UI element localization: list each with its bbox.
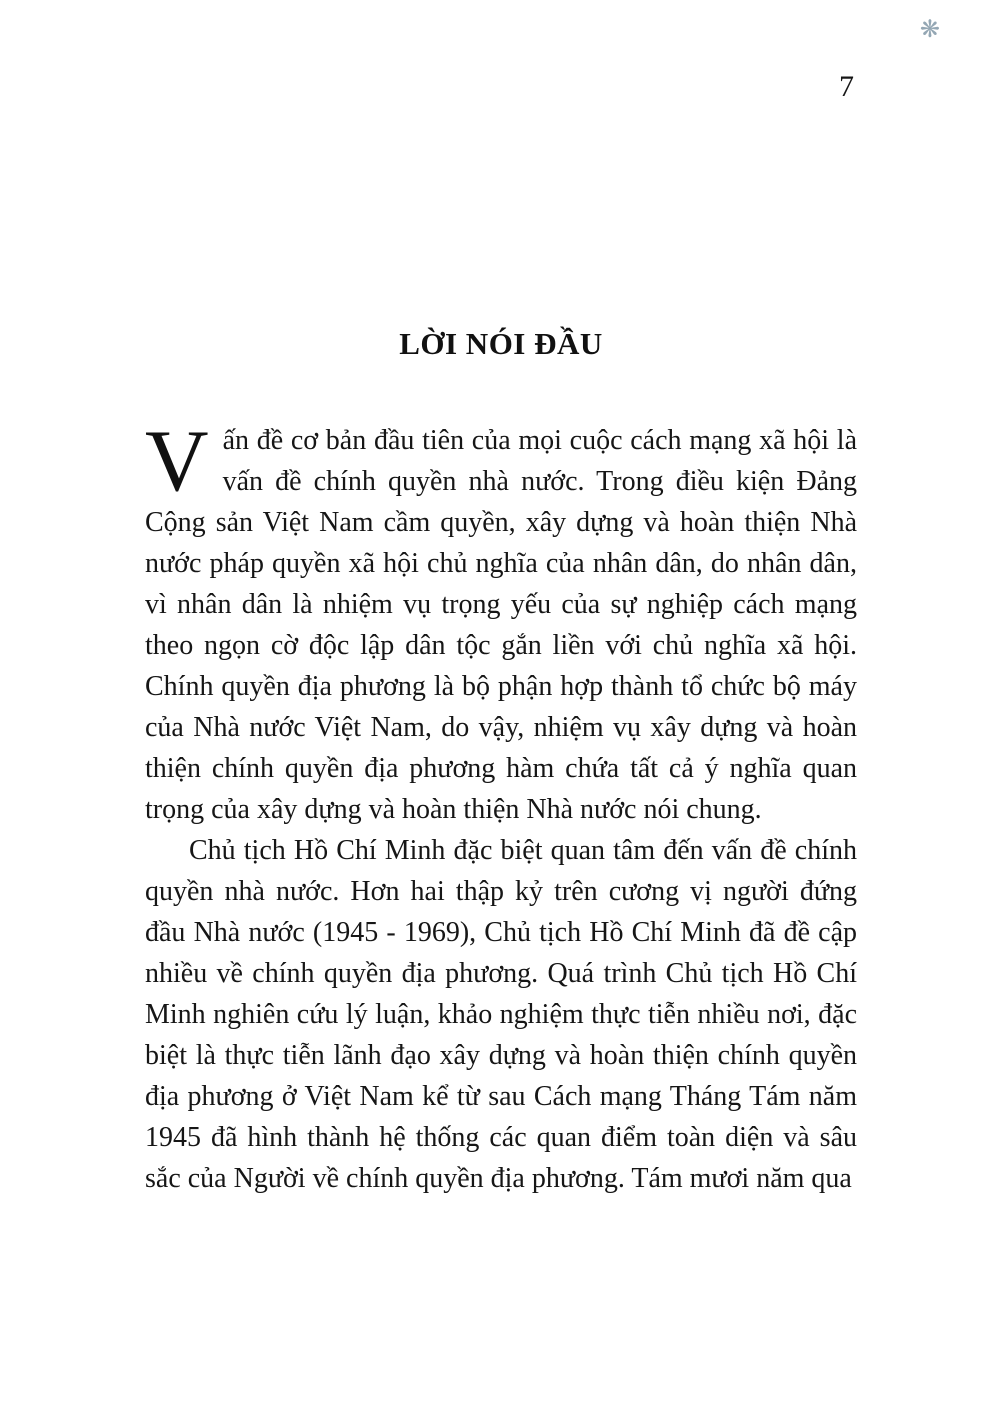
flower-ornament-icon: ❋ — [919, 17, 940, 43]
paragraph-second-text: Chủ tịch Hồ Chí Minh đặc biệt quan tâm đến vấn đề chính quyền nhà nước. Hơn hai thập kỷ trên cương vị người đứng đầu Nhà nước (1945 - 1969), Chủ tịch Hồ Chí Minh đã đề cập nhiều về chính quyền địa phương. Quá trình Chủ tịch Hồ Chí Minh nghiên cứu lý luận, khảo nghiệm thực tiễn nhiều nơi, đặc biệt là thực tiễn lãnh đạo xây dựng và hoàn thiện chính quyền địa phương ở Việt Nam kể từ sau Cách mạng Tháng Tám năm 1945 đã hình thành hệ thống các quan điểm toàn diện và sâu sắc của Người về chính quyền địa phương. Tám mươi năm qua — [145, 835, 857, 1194]
drop-cap: V — [145, 413, 209, 510]
chapter-title: LỜI NÓI ĐẦU — [399, 326, 603, 361]
paragraph-second — [145, 830, 857, 1199]
page-number: 7 — [839, 70, 854, 103]
paragraph-first — [145, 413, 857, 830]
page-content — [145, 413, 857, 1199]
paragraph-first-text: ấn đề cơ bản đầu tiên của mọi cuộc cách mạng xã hội là vấn đề chính quyền nhà nước. Trong điều kiện Đảng Cộng sản Việt Nam cầm quyền, xây dựng và hoàn thiện Nhà nước pháp quyền xã hội chủ nghĩa của nhân dân, do nhân dân, vì nhân dân là nhiệm vụ trọng yếu của sự nghiệp cách mạng theo ngọn cờ độc lập dân tộc gắn liền với chủ nghĩa xã hội. Chính quyền địa phương là bộ phận hợp thành tổ chức bộ máy của Nhà nước Việt Nam, do vậy, nhiệm vụ xây dựng và hoàn thiện chính quyền địa phương hàm chứa tất cả ý nghĩa quan trọng của xây dựng và hoàn thiện Nhà nước nói chung. — [145, 425, 857, 825]
